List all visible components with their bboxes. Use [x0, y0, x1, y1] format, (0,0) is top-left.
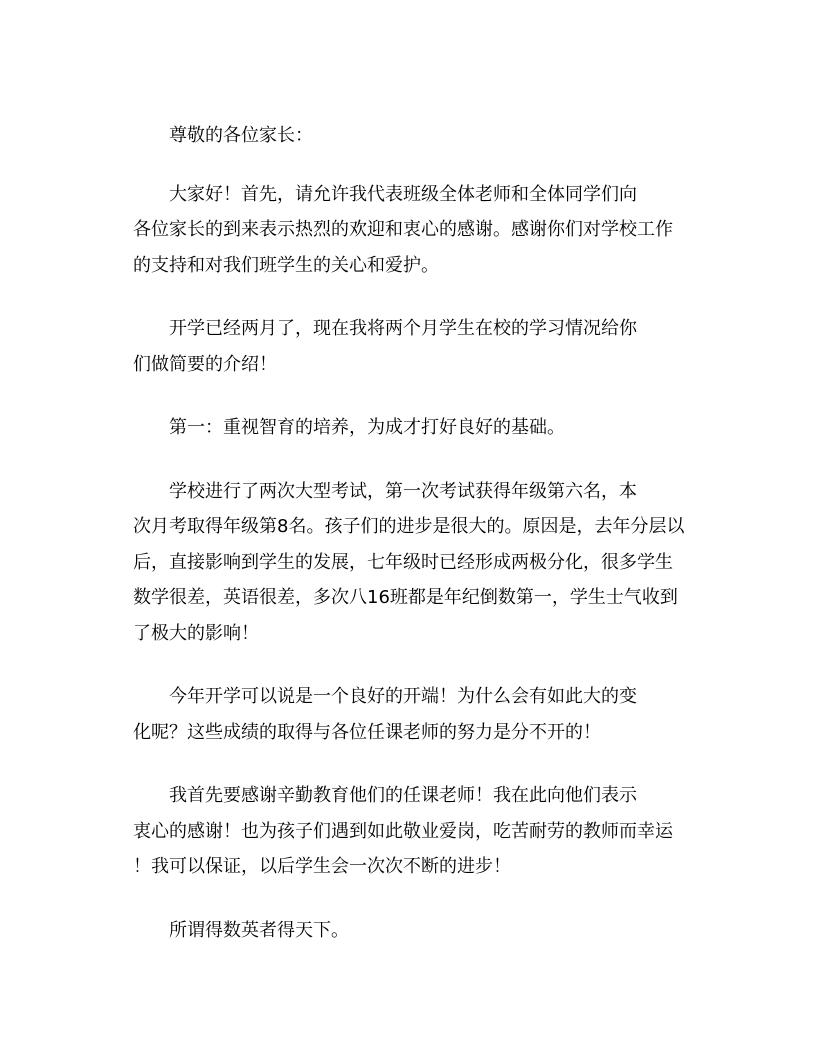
text-line: 数学很差，英语很差，多次八16班都是年纪倒数第一，学生士气收到	[133, 587, 678, 608]
text-line: ！我可以保证，以后学生会一次次不断的进步！	[133, 856, 511, 877]
text-line: 后，直接影响到学生的发展，七年级时已经形成两极分化，很多学生	[133, 551, 673, 573]
text-line: 开学已经两月了，现在我将两个月学生在校的学习情况给你	[169, 318, 637, 339]
text-line: 大家好！首先，请允许我代表班级全体老师和全体同学们向	[169, 183, 637, 205]
paragraph-intro	[133, 311, 693, 382]
text-line: 了极大的影响！	[133, 622, 259, 644]
text-line: 各位家长的到来表示热烈的欢迎和衷心的感谢。感谢你们对学校工作	[133, 219, 673, 240]
text-line: 学校进行了两次大型考试，第一次考试获得年级第六名，本	[169, 480, 637, 502]
paragraph-greeting	[133, 177, 693, 284]
paragraph-exams	[133, 474, 693, 652]
paragraph-heading-first	[133, 410, 693, 446]
text-line: 我首先要感谢辛勤教育他们的任课老师！我在此向他们表示	[169, 785, 637, 806]
salutation	[133, 118, 693, 154]
text-line: 今年开学可以说是一个良好的开端！为什么会有如此大的变	[169, 686, 637, 707]
text-line: 第一：重视智育的培养，为成才打好良好的基础。	[169, 417, 565, 438]
paragraph-closing	[133, 913, 693, 949]
text-line: 衷心的感谢！也为孩子们遇到如此敬业爱岗，吃苦耐劳的教师而幸运	[133, 820, 673, 842]
text-line: 的支持和对我们班学生的关心和爱护。	[133, 254, 439, 276]
text-line: 化呢？这些成绩的取得与各位任课老师的努力是分不开的！	[133, 721, 601, 743]
salutation-text: 尊敬的各位家长：	[169, 125, 313, 146]
text-line: 次月考取得年级第8名。孩子们的进步是很大的。原因是，去年分层以	[133, 516, 685, 537]
paragraph-good-start	[133, 679, 693, 750]
text-line: 们做简要的介绍！	[133, 353, 277, 375]
text-line: 所谓得数英者得天下。	[169, 919, 349, 941]
letter-page	[133, 118, 693, 976]
paragraph-thanks	[133, 778, 693, 885]
